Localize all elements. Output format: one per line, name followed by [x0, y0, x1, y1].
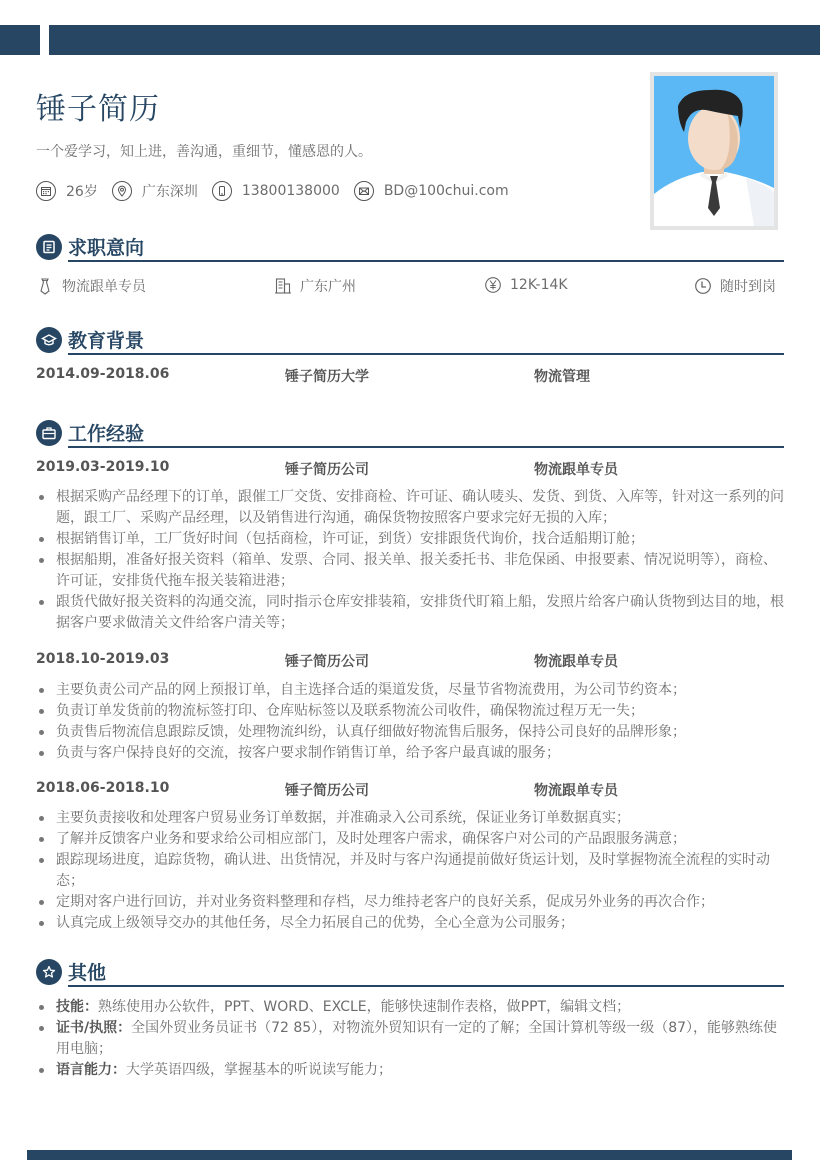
certificates-text: 全国外贸业务员证书（72 85），对物流外贸知识有一定的了解；全国计算机等级一级（87），能够熟练使用电脑；: [56, 1020, 778, 1057]
work-company: 锤子简历公司: [285, 654, 369, 670]
location-value: 广东深圳: [141, 184, 198, 200]
tie-icon: [36, 277, 54, 295]
clock-icon: [694, 277, 712, 295]
intent-city-value: 广东广州: [300, 279, 356, 295]
work-duties-list: [36, 808, 788, 934]
list-item: 跟踪现场进度，追踪货物，确认进、出货情况，并及时与客户沟通提前做好货运计划，及时掌握物流全流程的实时动态；: [36, 850, 788, 892]
work-role: 物流跟单专员: [534, 462, 618, 478]
intent-salary-value: 12K-14K: [510, 277, 568, 293]
top-decor-bar: [49, 25, 820, 55]
section-title: 求职意向: [68, 237, 145, 259]
list-item-languages: [36, 1060, 788, 1081]
intent-availability: [694, 276, 776, 296]
job-intent-row: [36, 276, 784, 298]
list-item: 认真完成上级领导交办的其他任务，尽全力拓展自己的优势，全心全意为公司服务；: [36, 913, 788, 934]
section-divider: [68, 353, 784, 355]
avatar-illustration: [654, 76, 774, 226]
work-entry-header: [36, 459, 784, 479]
intent-salary: [484, 276, 568, 294]
yen-icon: [484, 276, 502, 294]
list-item: 主要负责接收和处理客户贸易业务订单数据，并准确录入公司系统，保证业务订单数据真实；: [36, 808, 788, 829]
email-value[interactable]: BD@100chui.com: [383, 183, 509, 199]
languages-text: 大学英语四级，掌握基本的听说读写能力；: [126, 1062, 392, 1078]
resume-motto: 一个爱学习，知上进，善沟通，重细节，懂感恩的人。: [36, 144, 372, 160]
work-period: 2018.10-2019.03: [36, 651, 170, 667]
section-divider: [68, 260, 784, 262]
education-major: 物流管理: [534, 369, 590, 385]
skills-text: 熟练使用办公软件，PPT、WORD、EXCLE，能够快速制作表格，做PPT，编辑文档；: [98, 999, 631, 1015]
list-item: 根据船期，准备好报关资料（箱单、发票、合同、报关单、报关委托书、非危保函、申报要素、情况说明等），商检、许可证，安排货代拖车报关装箱进港；: [36, 550, 788, 592]
list-item: 负责订单发货前的物流标签打印、仓库贴标签以及联系物流公司收件，确保物流过程万无一失；: [36, 701, 788, 722]
contact-age: [36, 181, 98, 201]
work-company: 锤子简历公司: [285, 462, 369, 478]
list-item: 根据销售订单，工厂货好时间（包括商检，许可证，到货）安排跟货代询价，找合适船期订舱；: [36, 529, 788, 550]
calendar-icon: [36, 181, 56, 201]
work-duties-list: [36, 680, 788, 764]
work-period: 2018.06-2018.10: [36, 780, 170, 796]
work-entry-header: [36, 651, 784, 671]
languages-label: 语言能力：: [56, 1062, 126, 1078]
section-header-intent: [36, 232, 784, 262]
other-info-list: [36, 997, 788, 1081]
age-value: 26岁: [66, 184, 98, 200]
resume-card-icon: [36, 234, 62, 260]
section-header-work: [36, 418, 784, 448]
list-item: 主要负责公司产品的网上预报订单，自主选择合适的渠道发货，尽量节省物流费用，为公司节约资本；: [36, 680, 788, 701]
contact-email: [354, 181, 509, 201]
section-title: 工作经验: [68, 423, 145, 445]
list-item: 负责与客户保持良好的交流，按客户要求制作销售订单，给予客户最真诚的服务；: [36, 743, 788, 764]
list-item: 跟货代做好报关资料的沟通交流，同时指示仓库安排装箱，安排货代盯箱上船，发照片给客户确认货物到达目的地，根据客户要求做清关文件给客户清关等；: [36, 592, 788, 634]
resume-name: 锤子简历: [36, 92, 160, 127]
section-header-other: [36, 957, 784, 987]
list-item-skills: [36, 997, 788, 1018]
education-period: 2014.09-2018.06: [36, 366, 170, 382]
section-title: 其他: [68, 962, 107, 984]
intent-availability-value: 随时到岗: [720, 279, 776, 295]
certificates-label: 证书/执照：: [56, 1020, 132, 1036]
phone-value[interactable]: 13800138000: [241, 183, 340, 199]
list-item-certificates: [36, 1018, 788, 1060]
briefcase-icon: [36, 420, 62, 446]
mail-icon: [354, 181, 374, 201]
contact-location: [112, 181, 198, 201]
contact-info: [36, 181, 523, 201]
graduation-cap-icon: [36, 327, 62, 353]
work-period: 2019.03-2019.10: [36, 459, 170, 475]
work-company: 锤子简历公司: [285, 783, 369, 799]
building-icon: [274, 277, 292, 295]
education-school: 锤子简历大学: [285, 369, 369, 385]
work-role: 物流跟单专员: [534, 783, 618, 799]
list-item: 了解并反馈客户业务和要求给公司相应部门，及时处理客户需求，确保客户对公司的产品跟服务满意；: [36, 829, 788, 850]
phone-icon: [212, 181, 232, 201]
section-header-education: [36, 325, 784, 355]
work-duties-list: [36, 487, 788, 634]
section-divider: [68, 985, 784, 987]
work-role: 物流跟单专员: [534, 654, 618, 670]
section-title: 教育背景: [68, 330, 145, 352]
star-icon: [36, 959, 62, 985]
section-divider: [68, 446, 784, 448]
intent-city: [274, 276, 356, 296]
bottom-decor-bar: [27, 1150, 792, 1160]
list-item: 定期对客户进行回访，并对业务资料整理和存档，尽力维持老客户的良好关系，促成另外业务的再次合作；: [36, 892, 788, 913]
intent-position-value: 物流跟单专员: [62, 279, 146, 295]
list-item: 根据采购产品经理下的订单，跟催工厂交货、安排商检、许可证、确认唛头、发货、到货、入库等，针对这一系列的问题，跟工厂、采购产品经理，以及销售进行沟通，确保货物按照客户要求完好无损的入库；: [36, 487, 788, 529]
contact-phone: [212, 181, 340, 201]
location-icon: [112, 181, 132, 201]
list-item: 负责售后物流信息跟踪反馈，处理物流纠纷，认真仔细做好物流售后服务，保持公司良好的品牌形象；: [36, 722, 788, 743]
top-decor-bar-left: [0, 25, 40, 55]
profile-photo: [650, 72, 778, 230]
intent-position: [36, 276, 146, 296]
skills-label: 技能：: [56, 999, 98, 1015]
education-entry: [36, 366, 784, 386]
work-entry-header: [36, 780, 784, 800]
